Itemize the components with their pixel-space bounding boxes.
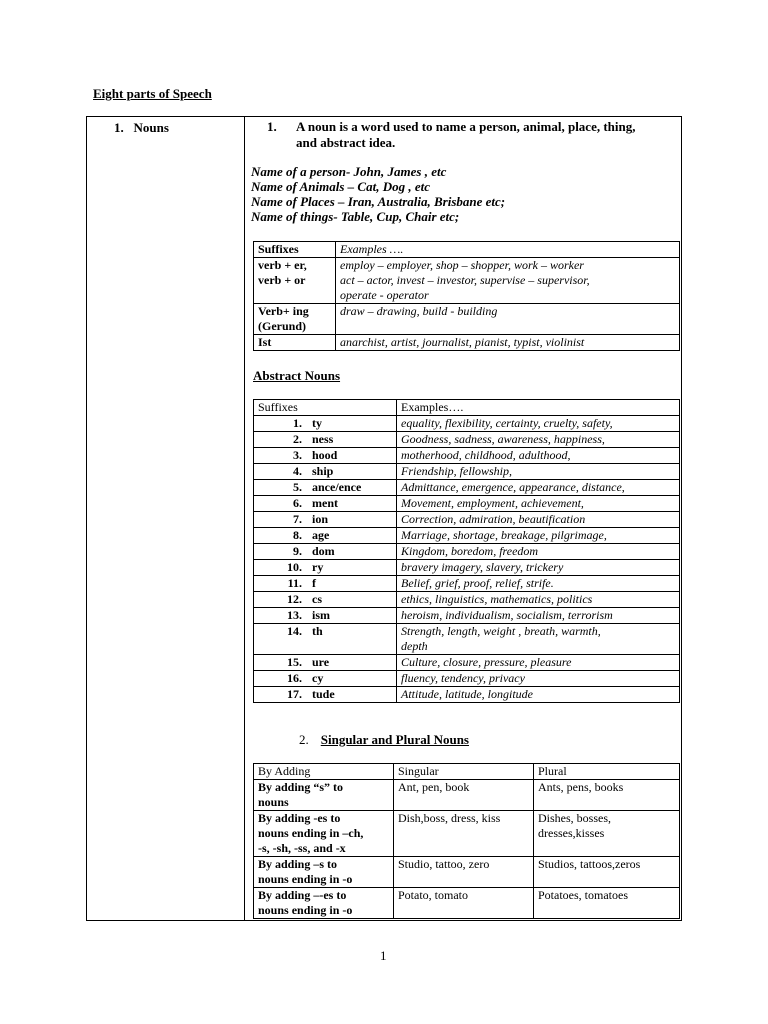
suffix-text: th (312, 624, 323, 638)
examples-cell: Belief, grief, proof, relief, strife. (397, 576, 680, 592)
rule-cell: By adding -es to nouns ending in –ch, -s, -sh, -ss, and -x (254, 811, 394, 857)
header-cell: Examples …. (336, 242, 680, 258)
suffix-text: age (312, 528, 330, 542)
examples-cell: Movement, employment, achievement, (397, 496, 680, 512)
list-number: 12. (287, 592, 302, 606)
example-line: Name of a person- John, James , etc (251, 164, 447, 179)
suffix-text: ment (312, 496, 338, 510)
examples-cell: equality, flexibility, certainty, cruelty, safety, (397, 416, 680, 432)
table-row (254, 560, 680, 576)
singular-plural-heading (299, 732, 469, 748)
table-row (254, 528, 680, 544)
suffix-text: ance/ence (312, 480, 362, 494)
examples-cell: motherhood, childhood, adulthood, (397, 448, 680, 464)
examples-cell: anarchist, artist, journalist, pianist, typist, violinist (336, 335, 680, 351)
example-line: Name of things- Table, Cup, Chair etc; (251, 209, 460, 224)
plural-cell: Ants, pens, books (534, 780, 680, 811)
suffix-cell (254, 464, 397, 480)
header-cell: Suffixes (254, 242, 336, 258)
suffix-text: ship (312, 464, 334, 478)
suffix-cell (254, 576, 397, 592)
suffix-cell (254, 608, 397, 624)
list-number: 11. (287, 576, 302, 590)
table-row (254, 811, 680, 857)
examples-cell: Goodness, sadness, awareness, happiness, (397, 432, 680, 448)
suffix-table (253, 241, 680, 351)
table-row (254, 857, 680, 888)
suffix-text: cy (312, 671, 324, 685)
header-cell: Singular (394, 764, 534, 780)
suffix-cell (254, 496, 397, 512)
table-row (254, 592, 680, 608)
examples-cell: Strength, length, weight , breath, warmth, depth (397, 624, 680, 655)
examples-cell: Friendship, fellowship, (397, 464, 680, 480)
list-number: 9. (293, 544, 302, 558)
suffix-text: cs (312, 592, 322, 606)
page-title: Eight parts of Speech (93, 86, 212, 101)
table-row (254, 671, 680, 687)
examples-cell: employ – employer, shop – shopper, work – worker act – actor, invest – investor, supervise – supervisor, operate - operator (336, 258, 680, 304)
list-number: 17. (287, 687, 302, 701)
suffix-cell (254, 592, 397, 608)
examples-cell: ethics, linguistics, mathematics, politics (397, 592, 680, 608)
table-row (254, 496, 680, 512)
examples-cell: Marriage, shortage, breakage, pilgrimage, (397, 528, 680, 544)
table-row (254, 624, 680, 655)
suffix-cell: Ist (254, 335, 336, 351)
suffix-text: hood (312, 448, 338, 462)
table-row (254, 242, 680, 258)
suffix-text: ness (312, 432, 334, 446)
examples-cell: fluency, tendency, privacy (397, 671, 680, 687)
suffix-text: ism (312, 608, 330, 622)
examples-cell: heroism, individualism, socialism, terrorism (397, 608, 680, 624)
suffix-cell (254, 432, 397, 448)
plural-cell: Dishes, bosses, dresses,kisses (534, 811, 680, 857)
list-number: 5. (293, 480, 302, 494)
table-row (254, 687, 680, 703)
list-number: 15. (287, 655, 302, 669)
examples-cell: Culture, closure, pressure, pleasure (397, 655, 680, 671)
examples-cell: draw – drawing, build - building (336, 304, 680, 335)
suffix-text: ry (312, 560, 324, 574)
list-number: 1. (293, 416, 302, 430)
suffix-cell (254, 480, 397, 496)
suffix-text: ion (312, 512, 329, 526)
plural-cell: Studios, tattoos,zeros (534, 857, 680, 888)
suffix-cell (254, 448, 397, 464)
table-row (254, 416, 680, 432)
suffix-cell: verb + er, verb + or (254, 258, 336, 304)
list-number: 8. (293, 528, 302, 542)
list-number: 4. (293, 464, 302, 478)
table-row (254, 655, 680, 671)
examples-cell: bravery imagery, slavery, trickery (397, 560, 680, 576)
list-number: 7. (293, 512, 302, 526)
suffix-text: ty (312, 416, 322, 430)
suffix-text: dom (312, 544, 335, 558)
table-row (254, 764, 680, 780)
table-row (254, 258, 680, 304)
suffix-cell (254, 512, 397, 528)
table-row (254, 335, 680, 351)
abstract-nouns-heading: Abstract Nouns (253, 368, 341, 383)
table-row (254, 448, 680, 464)
suffix-cell (254, 528, 397, 544)
singular-cell: Potato, tomato (394, 888, 534, 919)
suffix-cell (254, 671, 397, 687)
suffix-text: f (312, 576, 316, 590)
example-line: Name of Animals – Cat, Dog , etc (251, 179, 430, 194)
rule-cell: By adding “s” to nouns (254, 780, 394, 811)
table-row (254, 780, 680, 811)
section-title: Singular and Plural Nouns (320, 732, 469, 747)
list-number: 10. (287, 560, 302, 574)
parts-of-speech-table (86, 116, 682, 921)
singular-cell: Studio, tattoo, zero (394, 857, 534, 888)
suffix-cell (254, 624, 397, 655)
list-number: 6. (293, 496, 302, 510)
suffix-text: ure (312, 655, 330, 669)
table-row (254, 512, 680, 528)
definition-number: 1. (267, 119, 277, 134)
table-row (254, 888, 680, 919)
nouns-label: 1. Nouns (114, 120, 169, 135)
page-number: 1 (380, 948, 387, 963)
list-number: 3. (293, 448, 302, 462)
part-label-cell (87, 117, 245, 920)
table-row (254, 304, 680, 335)
singular-cell: Ant, pen, book (394, 780, 534, 811)
examples-cell: Correction, admiration, beautification (397, 512, 680, 528)
suffix-cell: Verb+ ing (Gerund) (254, 304, 336, 335)
list-number: 13. (287, 608, 302, 622)
suffix-cell (254, 560, 397, 576)
nouns-content-cell (246, 117, 681, 920)
list-number: 14. (287, 624, 302, 638)
header-cell: By Adding (254, 764, 394, 780)
suffix-cell (254, 544, 397, 560)
suffix-cell (254, 655, 397, 671)
example-line: Name of Places – Iran, Australia, Brisbane etc; (251, 194, 506, 209)
noun-definition (267, 119, 656, 151)
singular-cell: Dish,boss, dress, kiss (394, 811, 534, 857)
plural-cell: Potatoes, tomatoes (534, 888, 680, 919)
rule-cell: By adding –-es to nouns ending in -o (254, 888, 394, 919)
suffix-text: tude (312, 687, 335, 701)
suffix-cell (254, 416, 397, 432)
examples-cell: Attitude, latitude, longitude (397, 687, 680, 703)
header-cell: Examples…. (397, 400, 680, 416)
suffix-cell (254, 687, 397, 703)
table-row (254, 464, 680, 480)
table-row (254, 544, 680, 560)
table-row (254, 480, 680, 496)
examples-cell: Admittance, emergence, appearance, distance, (397, 480, 680, 496)
table-row (254, 400, 680, 416)
table-row (254, 608, 680, 624)
list-number: 16. (287, 671, 302, 685)
header-cell: Suffixes (254, 400, 397, 416)
definition-text: A noun is a word used to name a person, animal, place, thing, and abstract idea. (296, 119, 636, 150)
rule-cell: By adding –s to nouns ending in -o (254, 857, 394, 888)
noun-examples (251, 164, 505, 224)
examples-cell: Kingdom, boredom, freedom (397, 544, 680, 560)
abstract-nouns-table (253, 399, 680, 703)
table-row (254, 432, 680, 448)
table-row (254, 576, 680, 592)
list-number: 2. (293, 432, 302, 446)
header-cell: Plural (534, 764, 680, 780)
section-number: 2. (299, 732, 309, 747)
singular-plural-table (253, 763, 680, 919)
